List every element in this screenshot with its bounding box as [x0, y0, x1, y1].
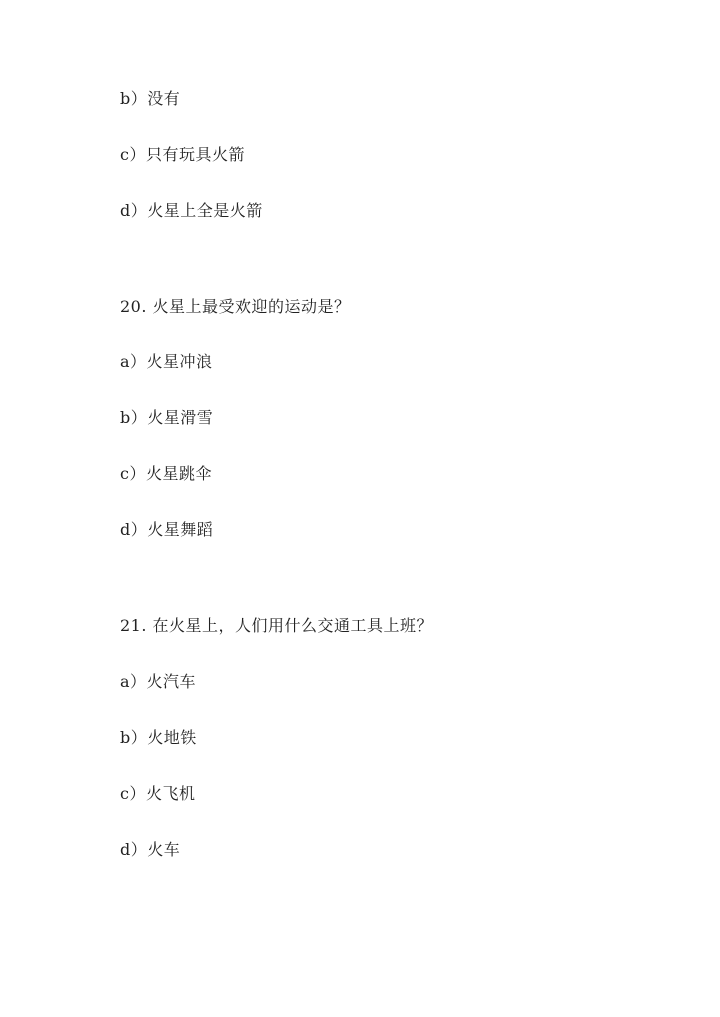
q21-option-c: c）火飞机 — [120, 784, 196, 803]
q19-option-b: b）没有 — [120, 89, 181, 108]
q20-question: 20. 火星上最受欢迎的运动是？ — [120, 297, 351, 316]
q20-option-a: a）火星冲浪 — [120, 352, 213, 371]
q20-option-c: c）火星跳伞 — [120, 464, 212, 483]
q21-option-a: a）火汽车 — [120, 672, 197, 691]
q20-option-b: b）火星滑雪 — [120, 408, 214, 427]
q19-option-d: d）火星上全是火箭 — [120, 201, 263, 220]
q21-option-d: d）火车 — [120, 840, 181, 859]
q21-question: 21. 在火星上，人们用什么交通工具上班？ — [120, 616, 434, 635]
q20-option-d: d）火星舞蹈 — [120, 520, 214, 539]
q19-option-c: c）只有玩具火箭 — [120, 145, 245, 164]
q21-option-b: b）火地铁 — [120, 728, 197, 747]
